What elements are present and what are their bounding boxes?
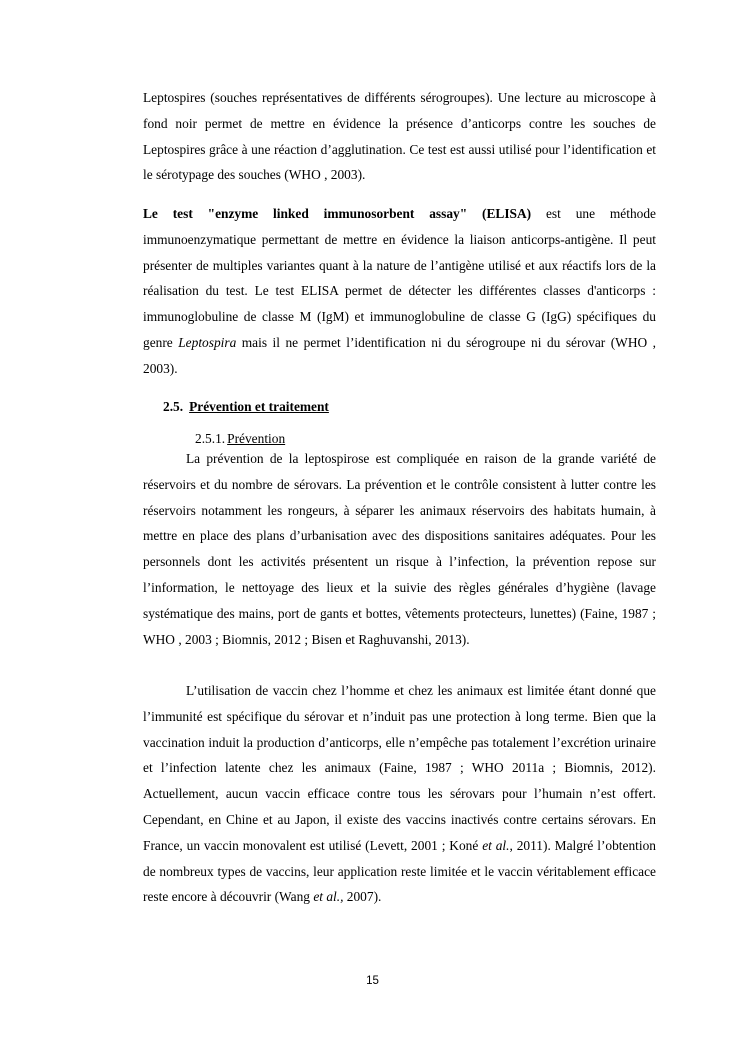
paragraph-prevention: La prévention de la leptospirose est compliquée en raison de la grande variété de réservoirs et du nombre de sérovars. La prévention et le contrôle consistent à lutter contre les réservoirs notamment les rongeurs, à séparer les animaux réservoirs des habitats humain, à mettre en place des plans d’urbanisation avec des dispositions sanitaires adéquates. Pour les personnels dont les activités présentent un risque à l’infection, la prévention repose sur l’information, le nettoyage des lieux et la suivie des règles générales d’hygiène (lavage systématique des mains, port de gants et bottes, vêtements protecteurs, lunettes) (Faine, 1987 ; WHO , 2003 ; Biomnis, 2012 ; Bisen et Raghuvanshi, 2013). — [143, 451, 656, 647]
vaccination-text-c: 2007). — [343, 889, 382, 905]
paragraph-vaccination — [143, 678, 656, 910]
elisa-bold-lead: Le test "enzyme linked immunosorbent assay" (ELISA) — [143, 206, 532, 221]
elisa-genus-italic: Leptospira — [178, 334, 237, 350]
section-number: 2.5. — [163, 399, 184, 414]
elisa-text-b: mais il ne permet l’identification ni du sérogroupe ni du sérovar (WHO , 2003). — [143, 334, 656, 376]
subsection-title: Prévention — [227, 431, 286, 446]
subsection-number: 2.5.1. — [195, 431, 226, 446]
paragraph-agglutination-test: Leptospires (souches représentatives de différents sérogroupes). Une lecture au microscope à fond noir permet de mettre en évidence la présence d’anticorps contre les souches de Leptospires grâce à une réaction d’agglutination. Ce test est aussi utilisé pour l’identification et le sérotypage des souches (WHO , 2003). — [143, 90, 656, 183]
section-title: Prévention et traitement — [189, 399, 329, 414]
paragraph-elisa — [143, 201, 656, 382]
section-heading — [163, 396, 329, 418]
vaccination-text-b: , 2011). Malgré l’obtention de nombreux types de vaccins, leur application reste limitée et le vaccin véritablement efficace reste encore à découvrir (Wang — [143, 837, 656, 905]
vaccination-etal-italic-2: et al., — [313, 889, 344, 905]
elisa-text-a: est une méthode immunoenzymatique permettant de mettre en évidence la liaison anticorps-antigène. Il peut présenter de multiples variantes quant à la nature de l’antigène utilisé et aux réactifs lors de la réalisation du test. Le test ELISA permet de détecter les différentes classes d'anticorps : immunoglobuline de classe M (IgM) et immunoglobuline de classe G (IgG) spécifiques du genre — [143, 206, 656, 350]
vaccination-etal-italic-1: et al. — [482, 837, 510, 853]
page-number: 15 — [366, 975, 379, 987]
vaccination-text-a: L’utilisation de vaccin chez l’homme et chez les animaux est limitée étant donné que l’immunité est spécifique du sérovar et n’induit pas une protection à long terme. Bien que la vaccination induit la production d’anticorps, elle n’empêche pas totalement l’excrétion urinaire et l’infection latente chez les animaux (Faine, 1987 ; WHO 2011a ; Biomnis, 2012). Actuellement, aucun vaccin efficace contre tous les sérovars pour l’humain n’est offert. Cependant, en Chine et au Japon, il existe des vaccins inactivés contre certains sérovars. En France, un vaccin monovalent est utilisé (Levett, 2001 ; Koné — [143, 683, 656, 853]
